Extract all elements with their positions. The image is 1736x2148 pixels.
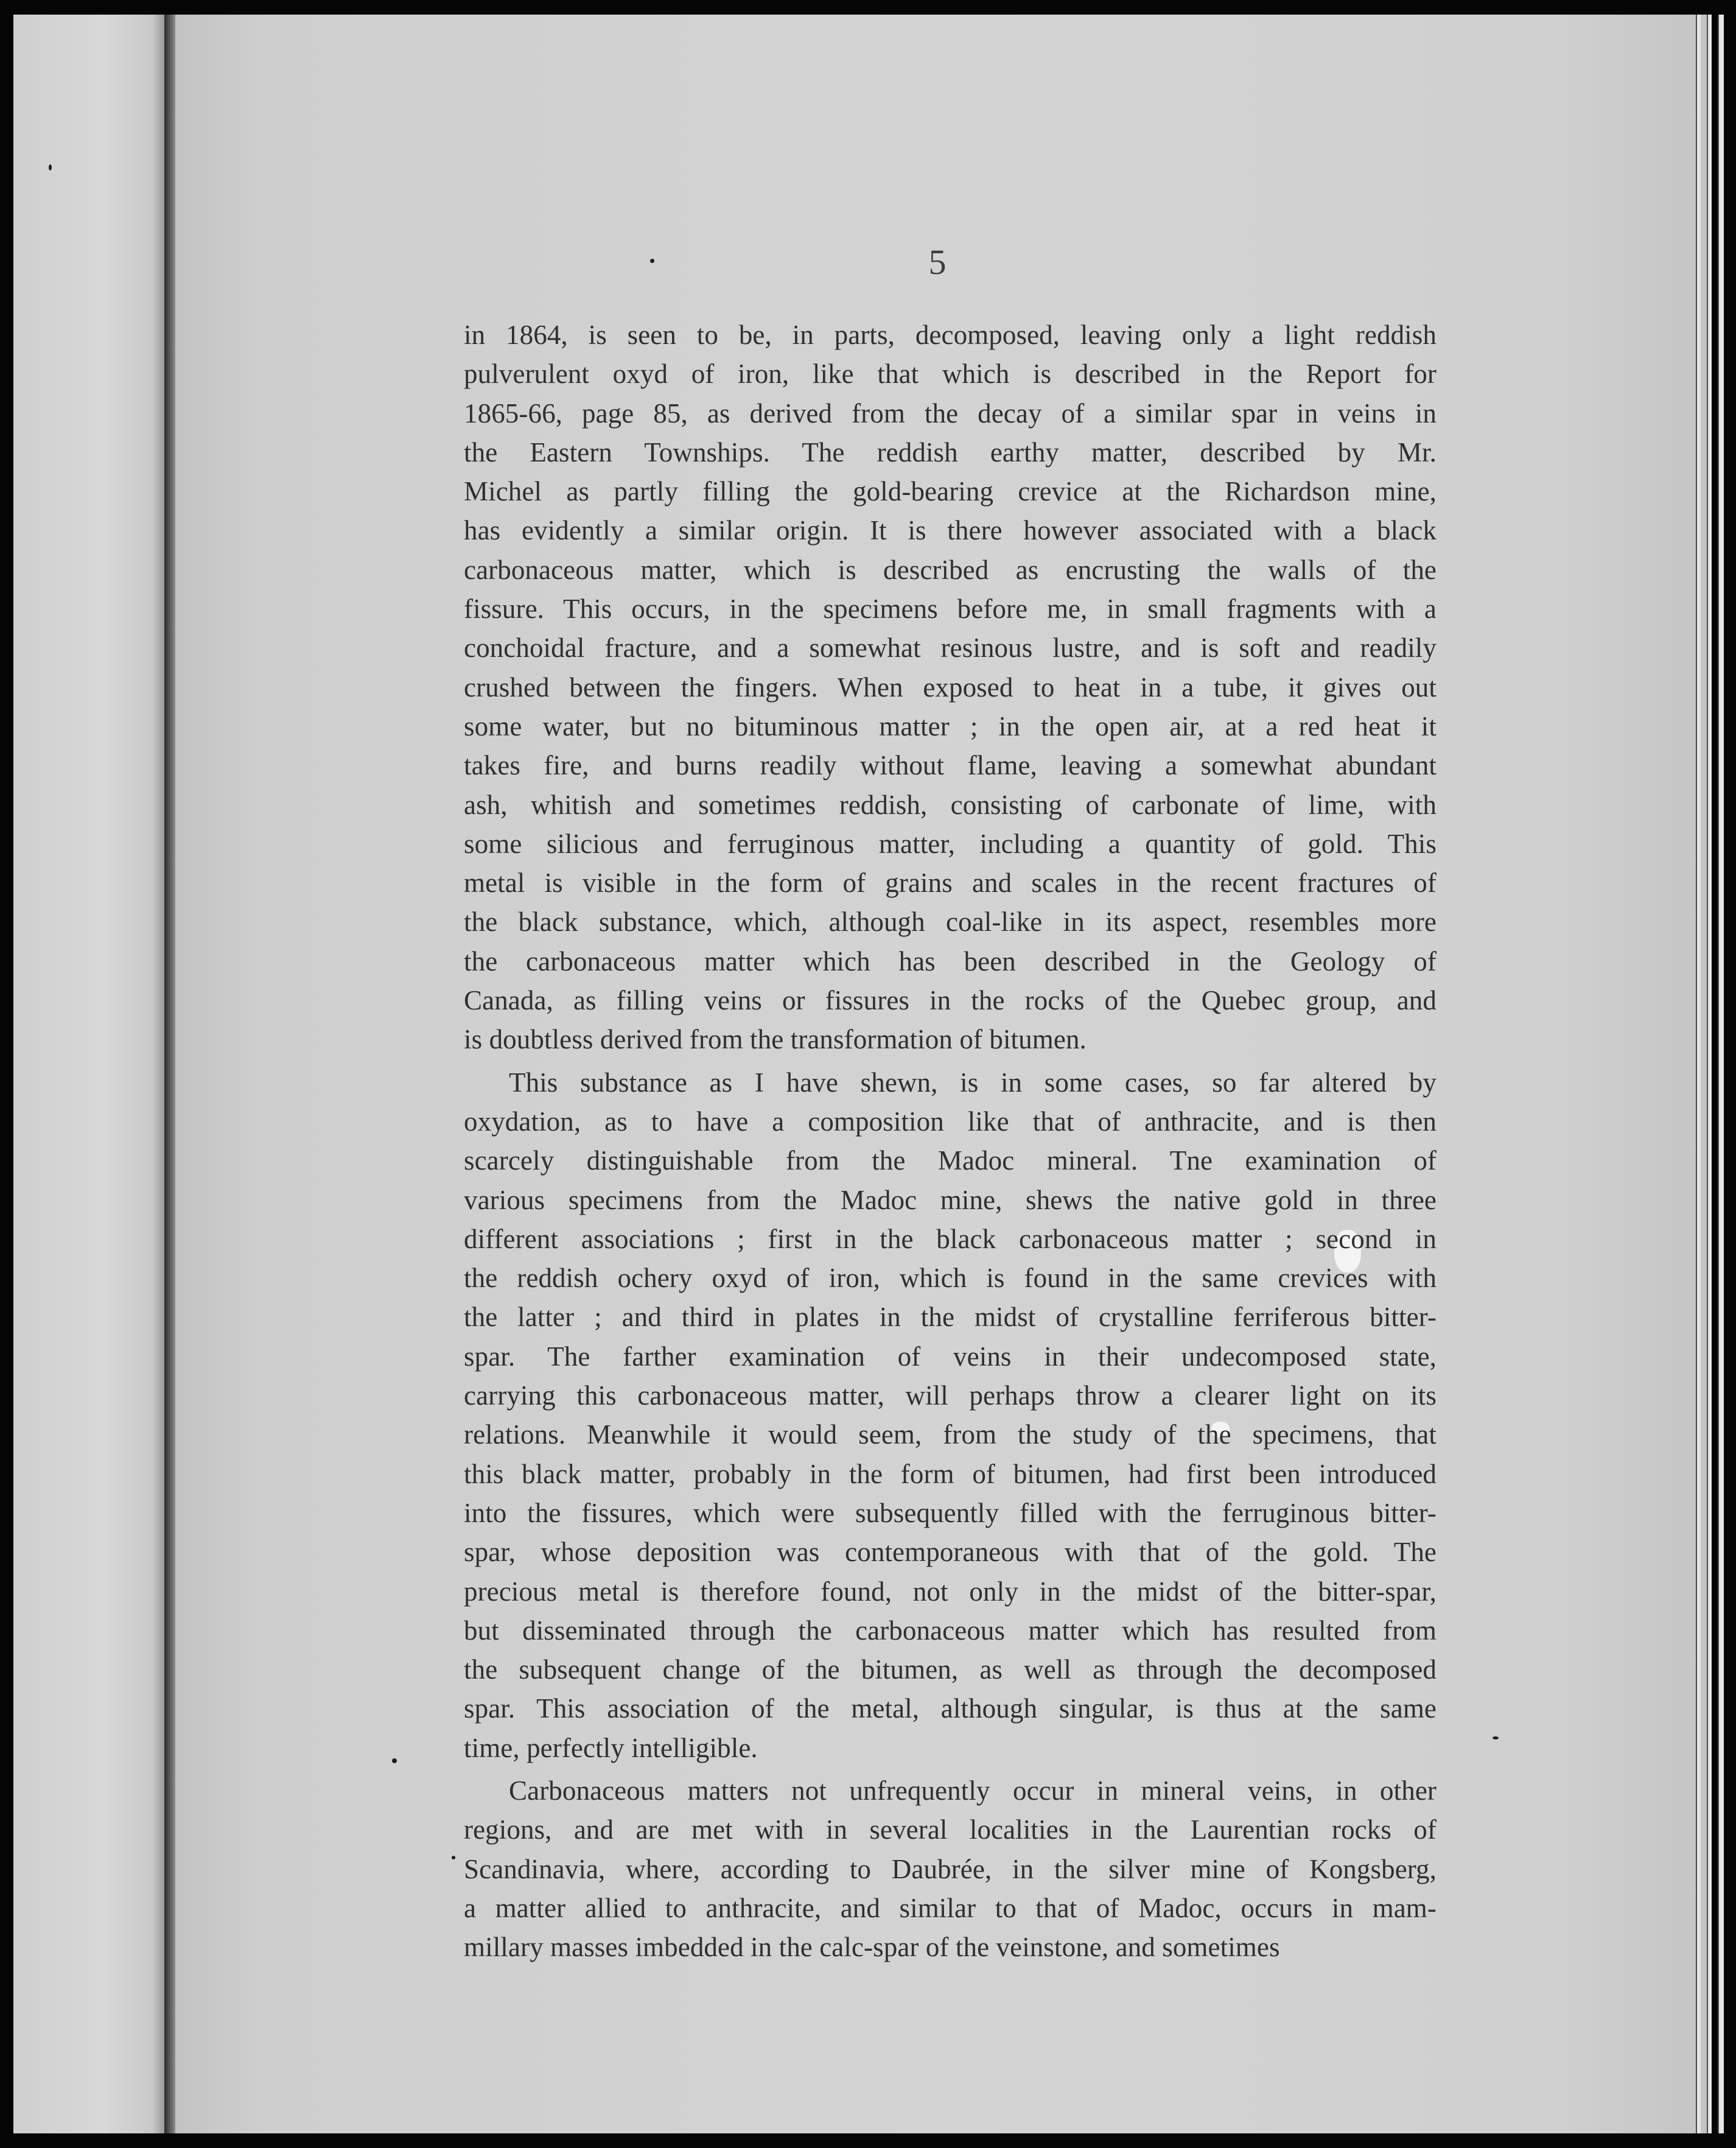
text-line: has evidently a similar origin. It is there however associated with a black [464,515,1437,546]
scan-speck [452,1856,455,1859]
paragraph [464,315,1437,1059]
text-line: the latter ; and third in plates in the midst of crystalline ferriferous bitter- [464,1302,1437,1333]
text-line: conchoidal fracture, and a somewhat resinous lustre, and is soft and readily [464,633,1437,664]
text-line: carrying this carbonaceous matter, will perhaps throw a clearer light on its [464,1380,1437,1411]
page-edge-leaf [1707,15,1712,2133]
text-line: pulverulent oxyd of iron, like that which is described in the Report for [464,359,1437,390]
page-edge-leaf [1718,15,1724,2133]
text-line: 1865-66, page 85, as derived from the decay of a similar spar in veins in [464,398,1437,429]
text-line: oxydation, as to have a composition like that of anthracite, and is then [464,1106,1437,1137]
text-line: spar. This association of the metal, although singular, is thus at the same [464,1693,1437,1724]
text-line: precious metal is therefore found, not only in the midst of the bitter-spar, [464,1576,1437,1607]
text-line: This substance as I have shewn, is in some cases, so far altered by [509,1067,1437,1098]
text-line: relations. Meanwhile it would seem, from the study of the specimens, that [464,1419,1437,1450]
text-line: the Eastern Townships. The reddish earthy matter, described by Mr. [464,437,1437,468]
text-line: fissure. This occurs, in the specimens before me, in small fragments with a [464,594,1437,625]
facing-page-edge [13,15,164,2133]
text-line: into the fissures, which were subsequently filled with the ferruginous bitter- [464,1497,1437,1528]
body-text [464,315,1437,1967]
scan-speck [1493,1736,1499,1739]
text-line: takes fire, and burns readily without flame, leaving a somewhat abundant [464,750,1437,781]
text-line: this black matter, probably in the form of bitumen, had first been introduced [464,1458,1437,1489]
text-line: some water, but no bituminous matter ; in the open air, at a red heat it [464,711,1437,742]
text-line: regions, and are met with in several localities in the Laurentian rocks of [464,1814,1437,1845]
book-gutter [164,15,175,2133]
text-line: spar, whose deposition was contemporaneous with that of the gold. The [464,1537,1437,1568]
text-line: carbonaceous matter, which is described as encrusting the walls of the [464,554,1437,585]
text-line: Michel as partly filling the gold-bearing crevice at the Richardson mine, [464,476,1437,507]
page-edge-leaf [1696,15,1701,2133]
text-line: the subsequent change of the bitumen, as well as through the decomposed [464,1654,1437,1685]
text-line: different associations ; first in the black carbonaceous matter ; second in [464,1223,1437,1254]
text-line: some silicious and ferruginous matter, including a quantity of gold. This [464,828,1437,859]
text-line: the reddish ochery oxyd of iron, which is found in the same crevices with [464,1263,1437,1294]
text-line: a matter allied to anthracite, and similar to that of Madoc, occurs in mam- [464,1892,1437,1923]
text-line: metal is visible in the form of grains and scales in the recent fractures of [464,868,1437,899]
text-line: in 1864, is seen to be, in parts, decomposed, leaving only a light reddish [464,320,1437,350]
text-line: but disseminated through the carbonaceous matter which has resulted from [464,1615,1437,1646]
text-line: is doubtless derived from the transformation of bitumen. [464,1024,1087,1055]
text-line: spar. The farther examination of veins in their undecomposed state, [464,1341,1437,1372]
text-line: Carbonaceous matters not unfrequently occur in mineral veins, in other [509,1775,1437,1806]
text-line: the black substance, which, although coal-like in its aspect, resembles more [464,907,1437,938]
text-line: millary masses imbedded in the calc-spar of the veinstone, and sometimes [464,1932,1280,1963]
text-line: scarcely distinguishable from the Madoc mineral. Tne examination of [464,1145,1437,1176]
text-line: the carbonaceous matter which has been described in the Geology of [464,946,1437,977]
scan-speck [650,259,654,263]
paragraph [464,1063,1437,1767]
scan-speck [49,164,52,170]
text-line: Canada, as filling veins or fissures in the rocks of the Quebec group, and [464,985,1437,1016]
text-line: ash, whitish and sometimes reddish, consisting of carbonate of lime, with [464,789,1437,820]
text-line: Scandinavia, where, according to Daubrée, in the silver mine of Kongsberg, [464,1853,1437,1884]
text-line: various specimens from the Madoc mine, shews the native gold in three [464,1184,1437,1215]
page-number: 5 [928,242,947,282]
paragraph [464,1771,1437,1967]
scan-speck [392,1758,397,1763]
text-line: time, perfectly intelligible. [464,1732,758,1763]
text-line: crushed between the fingers. When exposed to heat in a tube, it gives out [464,672,1437,703]
